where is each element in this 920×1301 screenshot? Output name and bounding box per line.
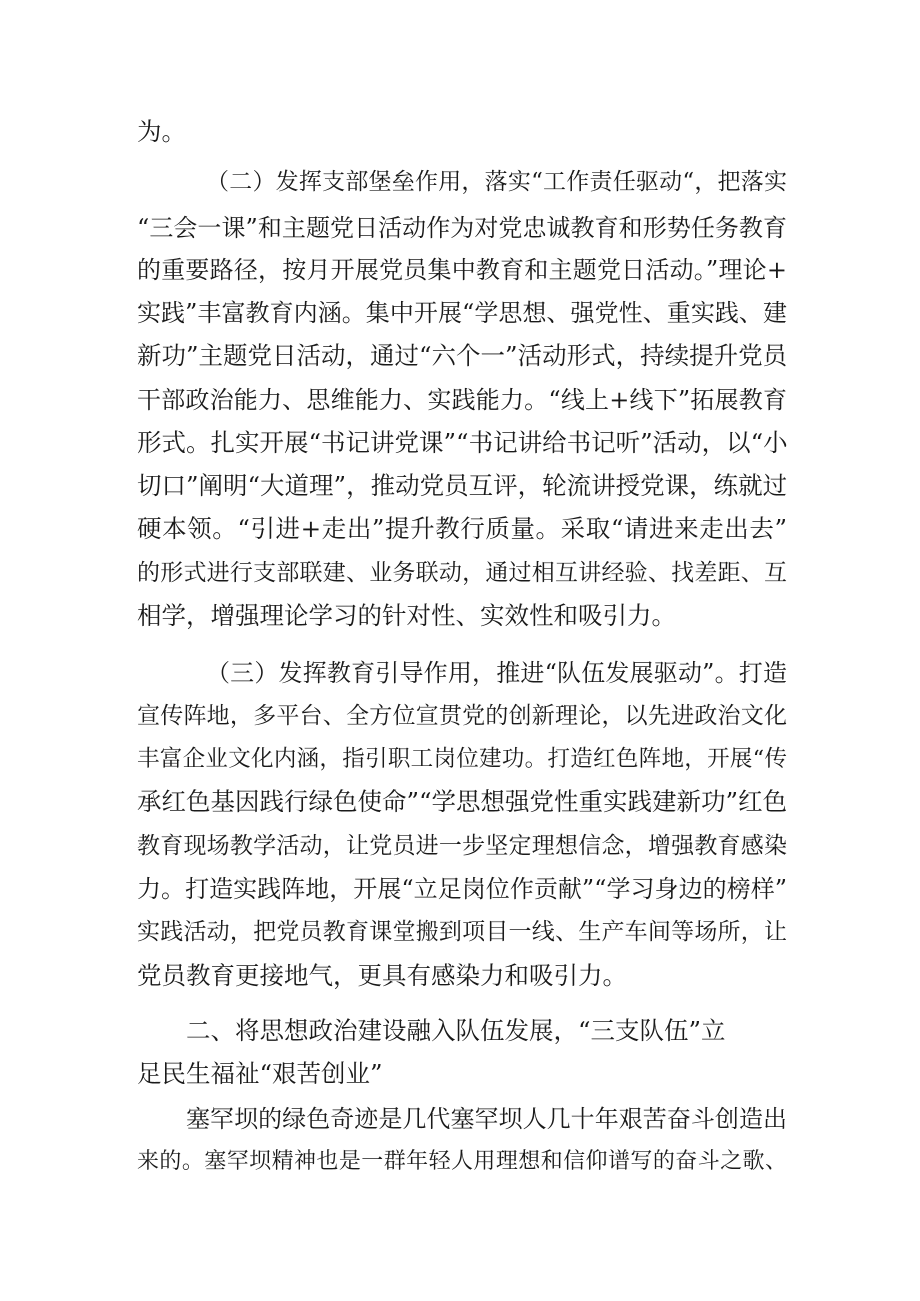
text-line-9: 切口”阐明“大道理”，推动党员互评，轮流讲授党课，练就过 [137,471,788,500]
text-line-6: 新功”主题党日活动，通过“六个一”活动形式，持续提升党员 [137,341,788,370]
section-heading-line-2: 足民生福祉“艰苦创业” [137,1059,383,1088]
text-line-8: 形式。扎实开展“书记讲党课”“书记讲给书记听”活动，以“小 [137,428,788,457]
text-line-17: 教育现场教学活动，让党员进一步坚定理想信念，增强教育感染 [137,833,787,859]
text-line-12: 相学，增强理论学习的针对性、实效性和吸引力。 [137,601,676,630]
section-heading-line-1: 二、将思想政治建设融入队伍发展，“三支队伍”立 [186,1016,726,1045]
text-line-15: 丰富企业文化内涵，指引职工岗位建功。打造红色阵地，开展“传 [137,746,787,772]
text-line-1: 为。 [137,117,186,146]
text-line-4: 的重要路径，按月开展党员集中教育和主题党日活动。”理论+ [137,256,787,284]
text-line-23: 塞罕坝的绿色奇迹是几代塞罕坝人几十年艰苦奋斗创造出 [186,1105,787,1133]
text-line-19: 实践活动，把党员教育课堂搬到项目一线、生产车间等场所，让 [137,919,787,945]
text-line-13: （三）发挥教育引导作用，推进“队伍发展驱动”。打造 [206,659,787,687]
text-line-2: （二）发挥支部堡垒作用，落实“工作责任驱动“，把落实 [206,169,787,195]
text-line-16: 承红色基因践行绿色使命”“学思想强党性重实践建新功”红色 [137,787,788,816]
text-line-18: 力。打造实践阵地，开展“立足岗位作贡献”“学习身边的榜样” [137,875,787,903]
text-line-11: 的形式进行支部联建、业务联动，通过相互讲经验、找差距、互 [137,560,787,586]
text-line-24: 来的。塞罕坝精神也是一群年轻人用理想和信仰谱写的奋斗之歌、 [137,1149,787,1174]
text-line-7: 干部政治能力、思维能力、实践能力。“线上+线下”拓展教育 [137,386,787,414]
text-line-3: “三会一课”和主题党日活动作为对党忠诚教育和形势任务教育 [137,214,787,242]
text-line-14: 宣传阵地，多平台、全方位宣贯党的创新理论，以先进政治文化 [137,703,787,729]
text-line-10: 硬本领。“引进+走出”提升教行质量。采取“请进来走出去” [137,514,787,543]
text-line-20: 党员教育更接地气，更具有感染力和吸引力。 [137,961,627,990]
text-line-5: 实践”丰富教育内涵。集中开展“学思想、强党性、重实践、建 [137,299,787,327]
